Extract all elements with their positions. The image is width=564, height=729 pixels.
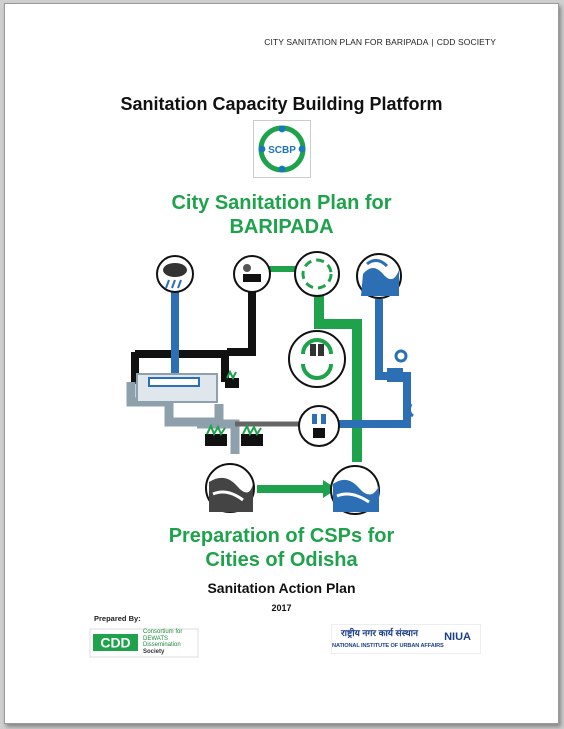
preparation-line2: Cities of Odisha bbox=[205, 549, 358, 571]
header-separator: | bbox=[431, 37, 434, 47]
cdd-line1: Consortium for bbox=[143, 629, 183, 635]
document-year: 2017 bbox=[271, 603, 292, 613]
running-header bbox=[264, 37, 496, 47]
scbp-logo bbox=[253, 120, 311, 178]
cdd-line4: Society bbox=[143, 648, 165, 655]
platform-title: Sanitation Capacity Building Platform bbox=[120, 94, 443, 114]
prepared-by-label: Prepared By: bbox=[94, 614, 141, 623]
sanitation-chain-diagram bbox=[117, 244, 417, 524]
city-plan-line1: City Sanitation Plan for bbox=[171, 192, 392, 214]
city-plan-heading bbox=[5, 191, 558, 239]
preparation-heading bbox=[5, 524, 558, 572]
scbp-logo-text: SCBP bbox=[268, 145, 296, 156]
cdd-logo-text: CDD bbox=[100, 634, 131, 651]
preparation-line1: Preparation of CSPs for bbox=[168, 525, 395, 547]
header-org: CDD SOCIETY bbox=[436, 37, 496, 47]
cdd-line3: Dissemination bbox=[143, 642, 181, 649]
cdd-name bbox=[143, 629, 182, 655]
niua-hindi-name: राष्ट्रीय नगर कार्य संस्थान bbox=[341, 628, 419, 638]
city-plan-line2: BARIPADA bbox=[229, 216, 334, 238]
cdd-line2: DEWATS bbox=[143, 635, 168, 642]
document-page bbox=[4, 3, 559, 724]
document-subtitle: Sanitation Action Plan bbox=[207, 580, 356, 596]
niua-english-name: NATIONAL INSTITUTE OF URBAN AFFAIRS bbox=[332, 643, 444, 649]
header-plan-title: CITY SANITATION PLAN FOR BARIPADA bbox=[264, 37, 429, 47]
scbp-logo-icon bbox=[254, 121, 310, 177]
niua-logo-text: NIUA bbox=[444, 631, 471, 643]
